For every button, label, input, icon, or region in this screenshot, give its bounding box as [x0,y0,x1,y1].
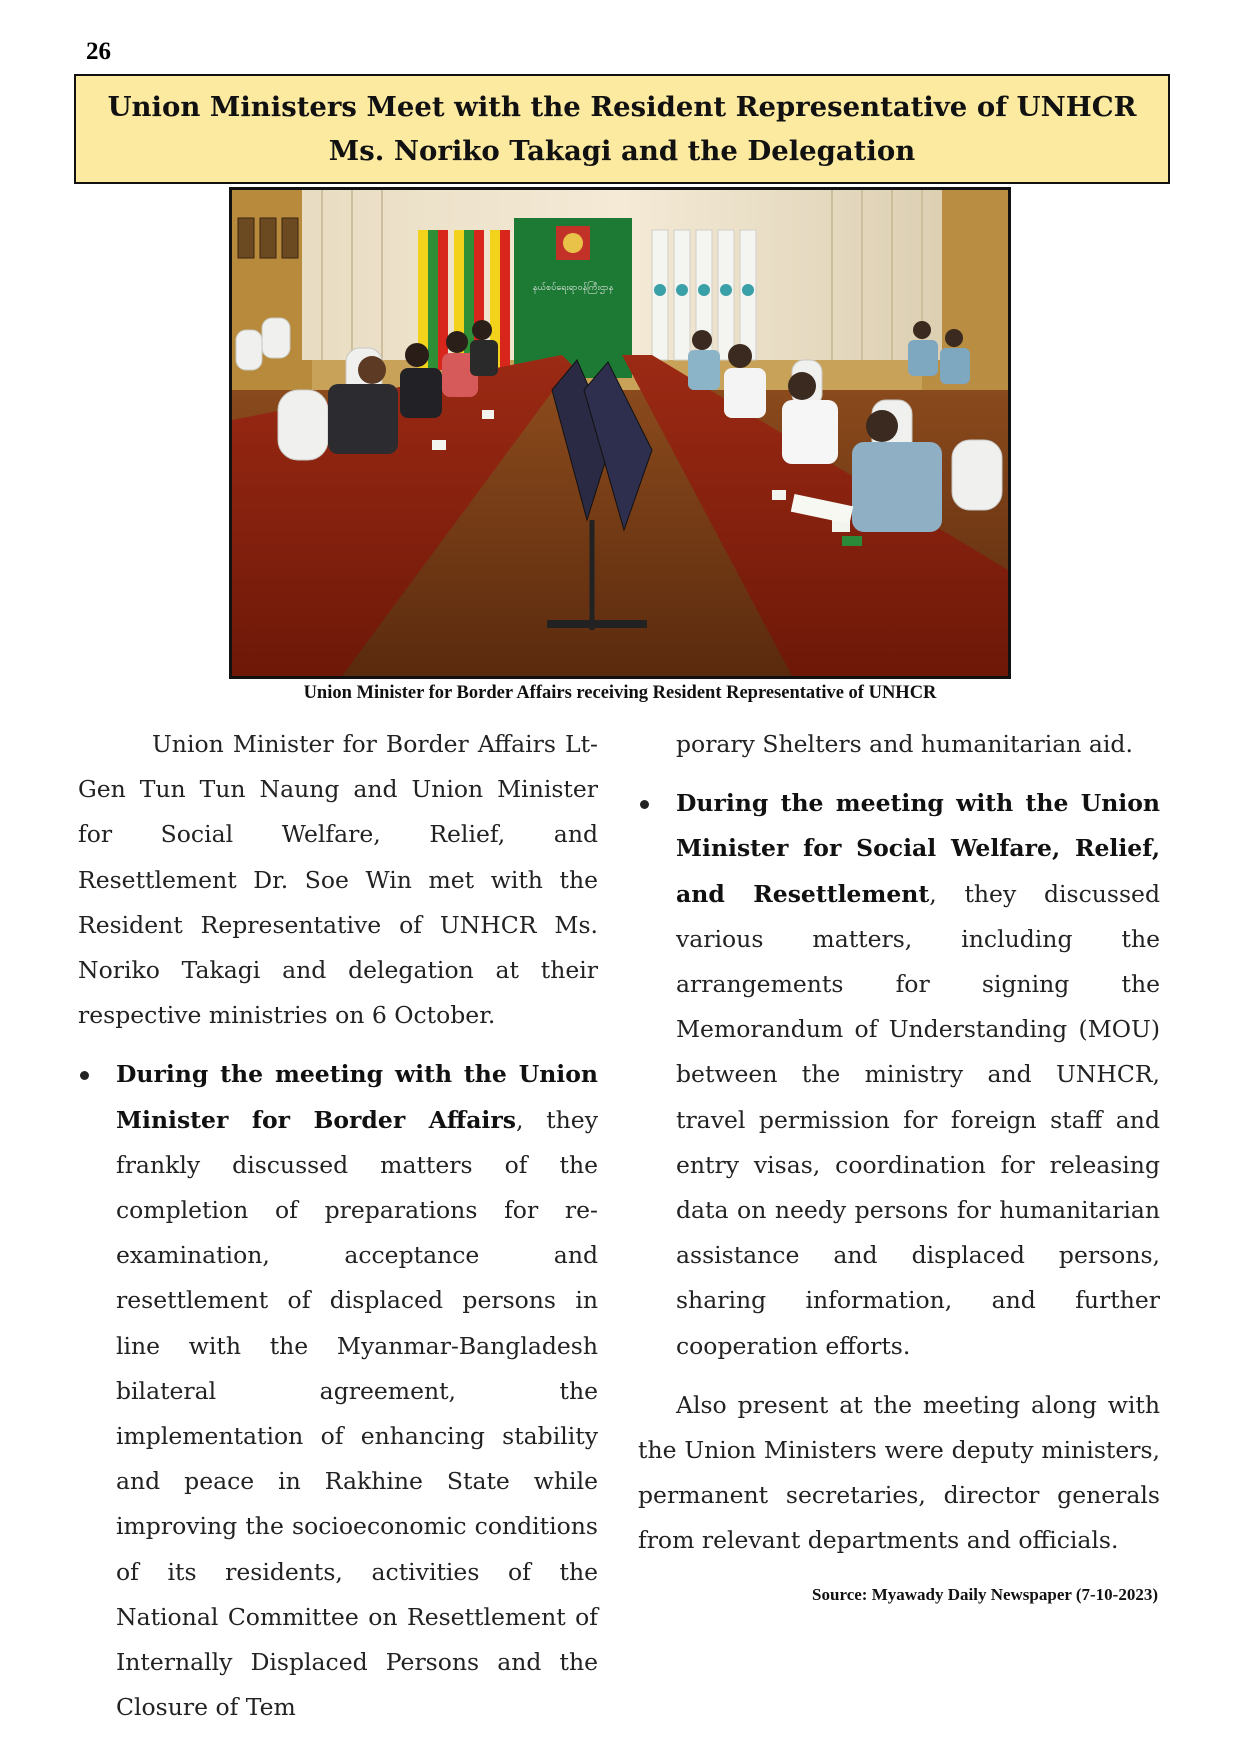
left-column [78,722,598,1744]
page-number: 26 [86,38,111,65]
bullet-continuation: porary Shelters and humanitarian aid. [676,730,1133,758]
article-photo [229,187,1011,679]
source-citation: Source: Myawady Daily Newspaper (7-10-2023) [812,1585,1158,1604]
meeting-room-photo [232,190,1008,676]
bullet-border-affairs [78,1052,598,1730]
right-column [638,722,1160,1578]
bullet-lead: During the meeting with the Union Minister for Border Affairs [116,1060,598,1134]
bullet-social-welfare [638,781,1160,1369]
closing-paragraph: Also present at the meeting along with the Union Ministers were deputy ministers, permanent secretaries, director generals from relevant departments and officials. [638,1390,1160,1555]
article-title: Union Ministers Meet with the Resident Representative of UNHCR Ms. Noriko Takagi and the Delegation [107,91,1137,167]
bullet-lead: During the meeting with the Union Minister for Social Welfare, Relief, and Resettlement [676,789,1160,908]
title-banner [74,74,1170,184]
photo-sign: နယ်စပ်ရေးရာဝန်ကြီးဌာန [532,283,614,293]
photo-caption: Union Minister for Border Affairs receiving Resident Representative of UNHCR [303,683,937,703]
bullet-text: , they frankly discussed matters of the completion of preparations for re-examination, acceptance and resettlement of displaced persons in line with the Myanmar-Bangladesh bilateral agreement, the implementation of enhancing stability and peace in Rakhine State while improving the socioeconomic conditions of its residents, activities of the National Committee on Resettlement of Internally Displaced Persons and the Closure of Tem [116,1105,598,1722]
intro-paragraph: Union Minister for Border Affairs Lt-Gen Tun Tun Naung and Union Minister for Social Welfare, Relief, and Resettlement Dr. Soe Win met with the Resident Representative of UNHCR Ms. Noriko Takagi and delegation at their respective ministries on 6 October. [78,730,598,1030]
bullet-text: , they discussed various matters, including the arrangements for signing the Memorandum of Understanding (MOU) between the ministry and UNHCR, travel permission for foreign staff and entry visas, coordination for releasing data on needy persons for humanitarian assistance and displaced persons, sharing information, and further cooperation efforts. [676,879,1160,1360]
